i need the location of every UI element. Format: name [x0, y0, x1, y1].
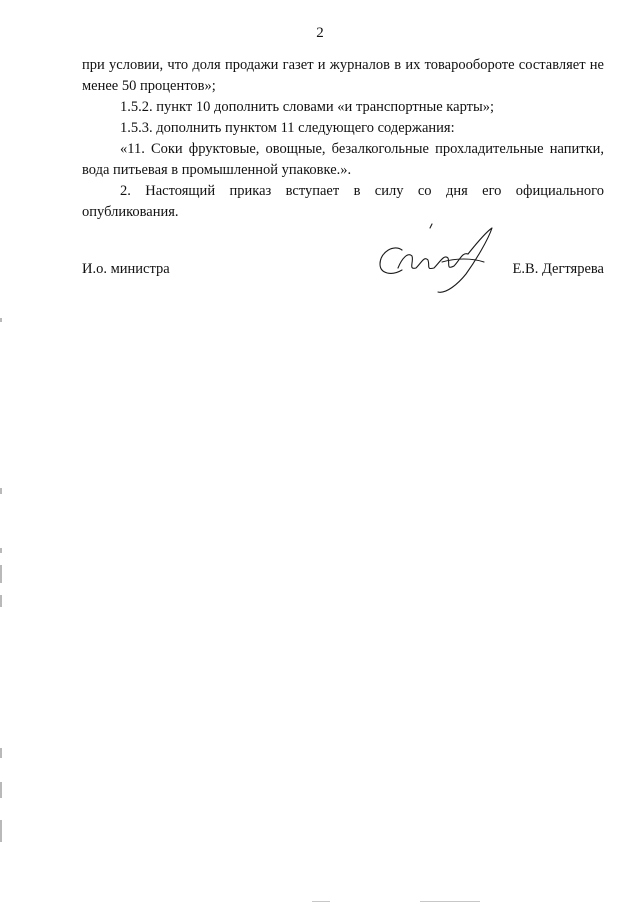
signature-stroke-flourish [438, 228, 492, 292]
paragraph-quote-item-11: «11. Соки фруктовые, овощные, безалкогольные прохладительные напитки, вода питьевая в промышленной упаковке.». [82, 141, 604, 178]
page-number: 2 [316, 25, 324, 41]
paragraph-effective-date: 2. Настоящий приказ вступает в силу со дня его официального опубликования. [82, 183, 604, 220]
scan-edge-mark [312, 901, 330, 902]
paragraph-item-1-5-3: 1.5.3. дополнить пунктом 11 следующего содержания: [120, 120, 455, 136]
scan-edge-mark [0, 488, 2, 494]
signature-stroke-body [398, 254, 468, 269]
scan-edge-mark [0, 548, 2, 553]
document-body [82, 55, 604, 223]
handwritten-signature [372, 222, 502, 297]
scan-edge-mark [0, 595, 2, 607]
paragraph-item-1-5-2: 1.5.2. пункт 10 дополнить словами «и транспортные карты»; [120, 99, 494, 115]
signature-stroke-initial [380, 248, 402, 273]
signer-title: И.о. министра [82, 261, 170, 277]
scan-edge-mark [0, 565, 2, 583]
scan-edge-mark [0, 318, 2, 322]
signature-block [82, 259, 604, 281]
scan-edge-mark [0, 748, 2, 758]
scan-edge-mark [0, 782, 2, 798]
scan-edge-mark [0, 820, 2, 842]
signature-stroke-tick [430, 224, 432, 228]
signer-name: Е.В. Дегтярева [512, 261, 604, 277]
paragraph-continuation: при условии, что доля продажи газет и журналов в их товарообороте составляет не менее 50 процентов»; [82, 57, 604, 94]
scan-edge-mark [420, 901, 480, 902]
